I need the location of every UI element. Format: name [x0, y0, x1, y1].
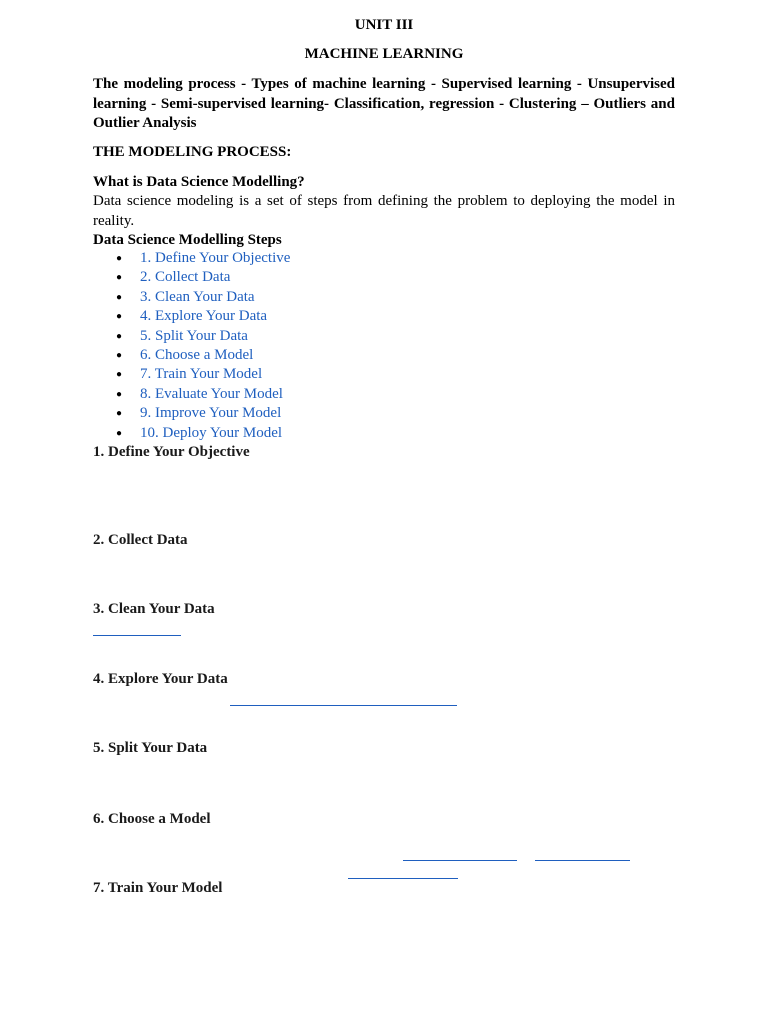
step-link[interactable]: ● 2. Collect Data — [93, 268, 290, 287]
bullet-icon: ● — [116, 369, 123, 381]
question-heading: What is Data Science Modelling? — [93, 174, 305, 190]
bullet-icon: ● — [116, 330, 123, 342]
bullet-icon: ● — [116, 291, 123, 303]
step-link[interactable]: ● 6. Choose a Model — [93, 346, 290, 365]
bullet-icon: ● — [116, 253, 123, 264]
link-underline[interactable] — [230, 705, 457, 706]
step-link[interactable]: ● 8. Evaluate Your Model — [93, 385, 290, 404]
heading-collect-data: 2. Collect Data — [93, 532, 188, 548]
syllabus-text: The modeling process - Types of machine learning - Supervised learning - Unsupervised learning - Semi-supervised learning- Classification, regression - Clustering – Outliers and Outlier Analysis — [93, 76, 675, 131]
steps-list — [93, 249, 290, 443]
subject-title: MACHINE LEARNING — [304, 46, 464, 62]
section-title: THE MODELING PROCESS: — [93, 144, 292, 160]
answer-paragraph: Data science modeling is a set of steps from defining the problem to deploying the model in reality. — [93, 193, 675, 229]
link-underline[interactable] — [348, 878, 458, 879]
step-link[interactable]: ● 4. Explore Your Data — [93, 307, 290, 326]
unit-title: UNIT III — [354, 17, 414, 33]
heading-split-data: 5. Split Your Data — [93, 740, 208, 756]
link-underline[interactable] — [403, 860, 517, 861]
heading-clean-data: 3. Clean Your Data — [93, 601, 215, 617]
step-link[interactable]: ● 5. Split Your Data — [93, 327, 290, 346]
link-underline[interactable] — [93, 635, 181, 636]
heading-train-model: 7. Train Your Model — [93, 880, 223, 896]
bullet-icon: ● — [116, 311, 123, 323]
step-link[interactable]: ● 1. Define Your Objective — [93, 249, 290, 268]
step-link[interactable]: ● 3. Clean Your Data — [93, 288, 290, 307]
bullet-icon: ● — [116, 427, 123, 439]
heading-choose-model: 6. Choose a Model — [93, 811, 211, 827]
heading-define-objective: 1. Define Your Objective — [93, 444, 250, 460]
link-underline[interactable] — [535, 860, 630, 861]
heading-explore-data: 4. Explore Your Data — [93, 671, 228, 687]
step-link[interactable]: ● 10. Deploy Your Model — [93, 424, 290, 443]
step-link[interactable]: ● 9. Improve Your Model — [93, 404, 290, 423]
bullet-icon: ● — [116, 388, 123, 400]
bullet-icon: ● — [116, 408, 123, 420]
bullet-icon: ● — [116, 272, 123, 284]
steps-title: Data Science Modelling Steps — [93, 232, 282, 248]
bullet-icon: ● — [116, 349, 123, 361]
step-link[interactable]: ● 7. Train Your Model — [93, 365, 290, 384]
